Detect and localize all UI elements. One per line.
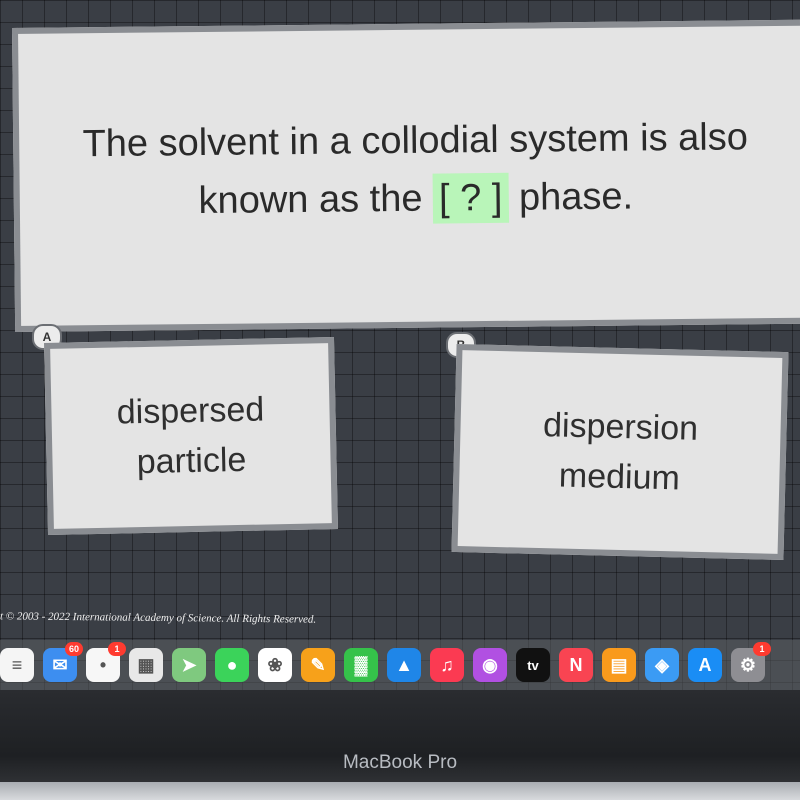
dock-icon-glyph: ✎ [310, 654, 326, 675]
books-icon[interactable] [602, 648, 636, 682]
notification-badge: 60 [65, 642, 83, 656]
dock-icon-glyph: ▲ [395, 654, 413, 675]
news-icon[interactable] [559, 648, 593, 682]
dock-icon-glyph: ▦ [137, 654, 155, 675]
answer-blank: [ ? ] [433, 173, 509, 224]
dock-icon-glyph: ▓ [354, 654, 368, 675]
dock-icon-glyph: ♫ [440, 654, 454, 675]
dock-icon-glyph: ❀ [267, 654, 283, 675]
dock-icon-label: tv [527, 657, 539, 673]
answer-b-text [541, 400, 698, 504]
question-text [56, 108, 765, 243]
answer-a-text [116, 384, 265, 487]
question-card [12, 20, 800, 332]
calculator-icon[interactable] [129, 648, 163, 682]
dock-icon-glyph: ➤ [181, 654, 197, 675]
music-icon[interactable] [430, 648, 464, 682]
question-line-2-before: known as the [198, 177, 434, 223]
question-line-2-after: phase. [508, 175, 634, 219]
numbers-icon[interactable] [344, 648, 378, 682]
keynote-icon[interactable] [387, 648, 421, 682]
answer-b-line-1: dispersion [542, 406, 699, 448]
notification-badge: 1 [108, 642, 126, 656]
answer-a-line-2: particle [136, 440, 247, 482]
mail-icon[interactable] [43, 644, 79, 682]
photos-icon[interactable] [258, 648, 292, 682]
dock-icon-glyph: ⚙ [739, 654, 757, 675]
dock-icon-glyph: N [569, 654, 583, 675]
dock-icon-glyph: ◈ [655, 654, 669, 675]
app-store-icon[interactable] [688, 648, 722, 682]
notification-badge: 1 [753, 642, 771, 656]
pages-icon[interactable] [301, 648, 335, 682]
dock [0, 640, 800, 690]
answer-a-line-1: dispersed [116, 390, 265, 432]
answer-b-card[interactable] [452, 344, 789, 560]
dock-icon-glyph: ● [226, 654, 238, 675]
dock-icon-glyph: A [698, 654, 712, 675]
system-preferences-icon[interactable] [731, 644, 765, 682]
bezel-label: MacBook Pro [342, 752, 458, 773]
dock-icon-glyph: • [99, 654, 107, 675]
notes-icon[interactable] [0, 648, 34, 682]
safari-icon[interactable] [645, 648, 679, 682]
answer-b-line-2: medium [558, 456, 681, 498]
answer-a-badge: A [32, 324, 62, 350]
maps-icon[interactable] [172, 648, 206, 682]
laptop-base [0, 782, 800, 800]
reminders-icon[interactable] [86, 644, 120, 682]
messages-icon[interactable] [215, 648, 249, 682]
dock-icon-glyph: ✉ [52, 654, 68, 675]
podcasts-icon[interactable] [473, 648, 507, 682]
dock-icon-glyph: ◉ [482, 654, 498, 675]
copyright-notice: t © 2003 - 2022 International Academy of Science. All Rights Reserved. [0, 610, 317, 626]
dock-icon-glyph: ▤ [610, 654, 628, 675]
answer-a-card[interactable] [44, 337, 338, 535]
dock-icon-glyph: ≡ [11, 654, 23, 675]
question-line-1: The solvent in a collodial system is also [82, 116, 749, 166]
tv-icon[interactable] [516, 648, 550, 682]
